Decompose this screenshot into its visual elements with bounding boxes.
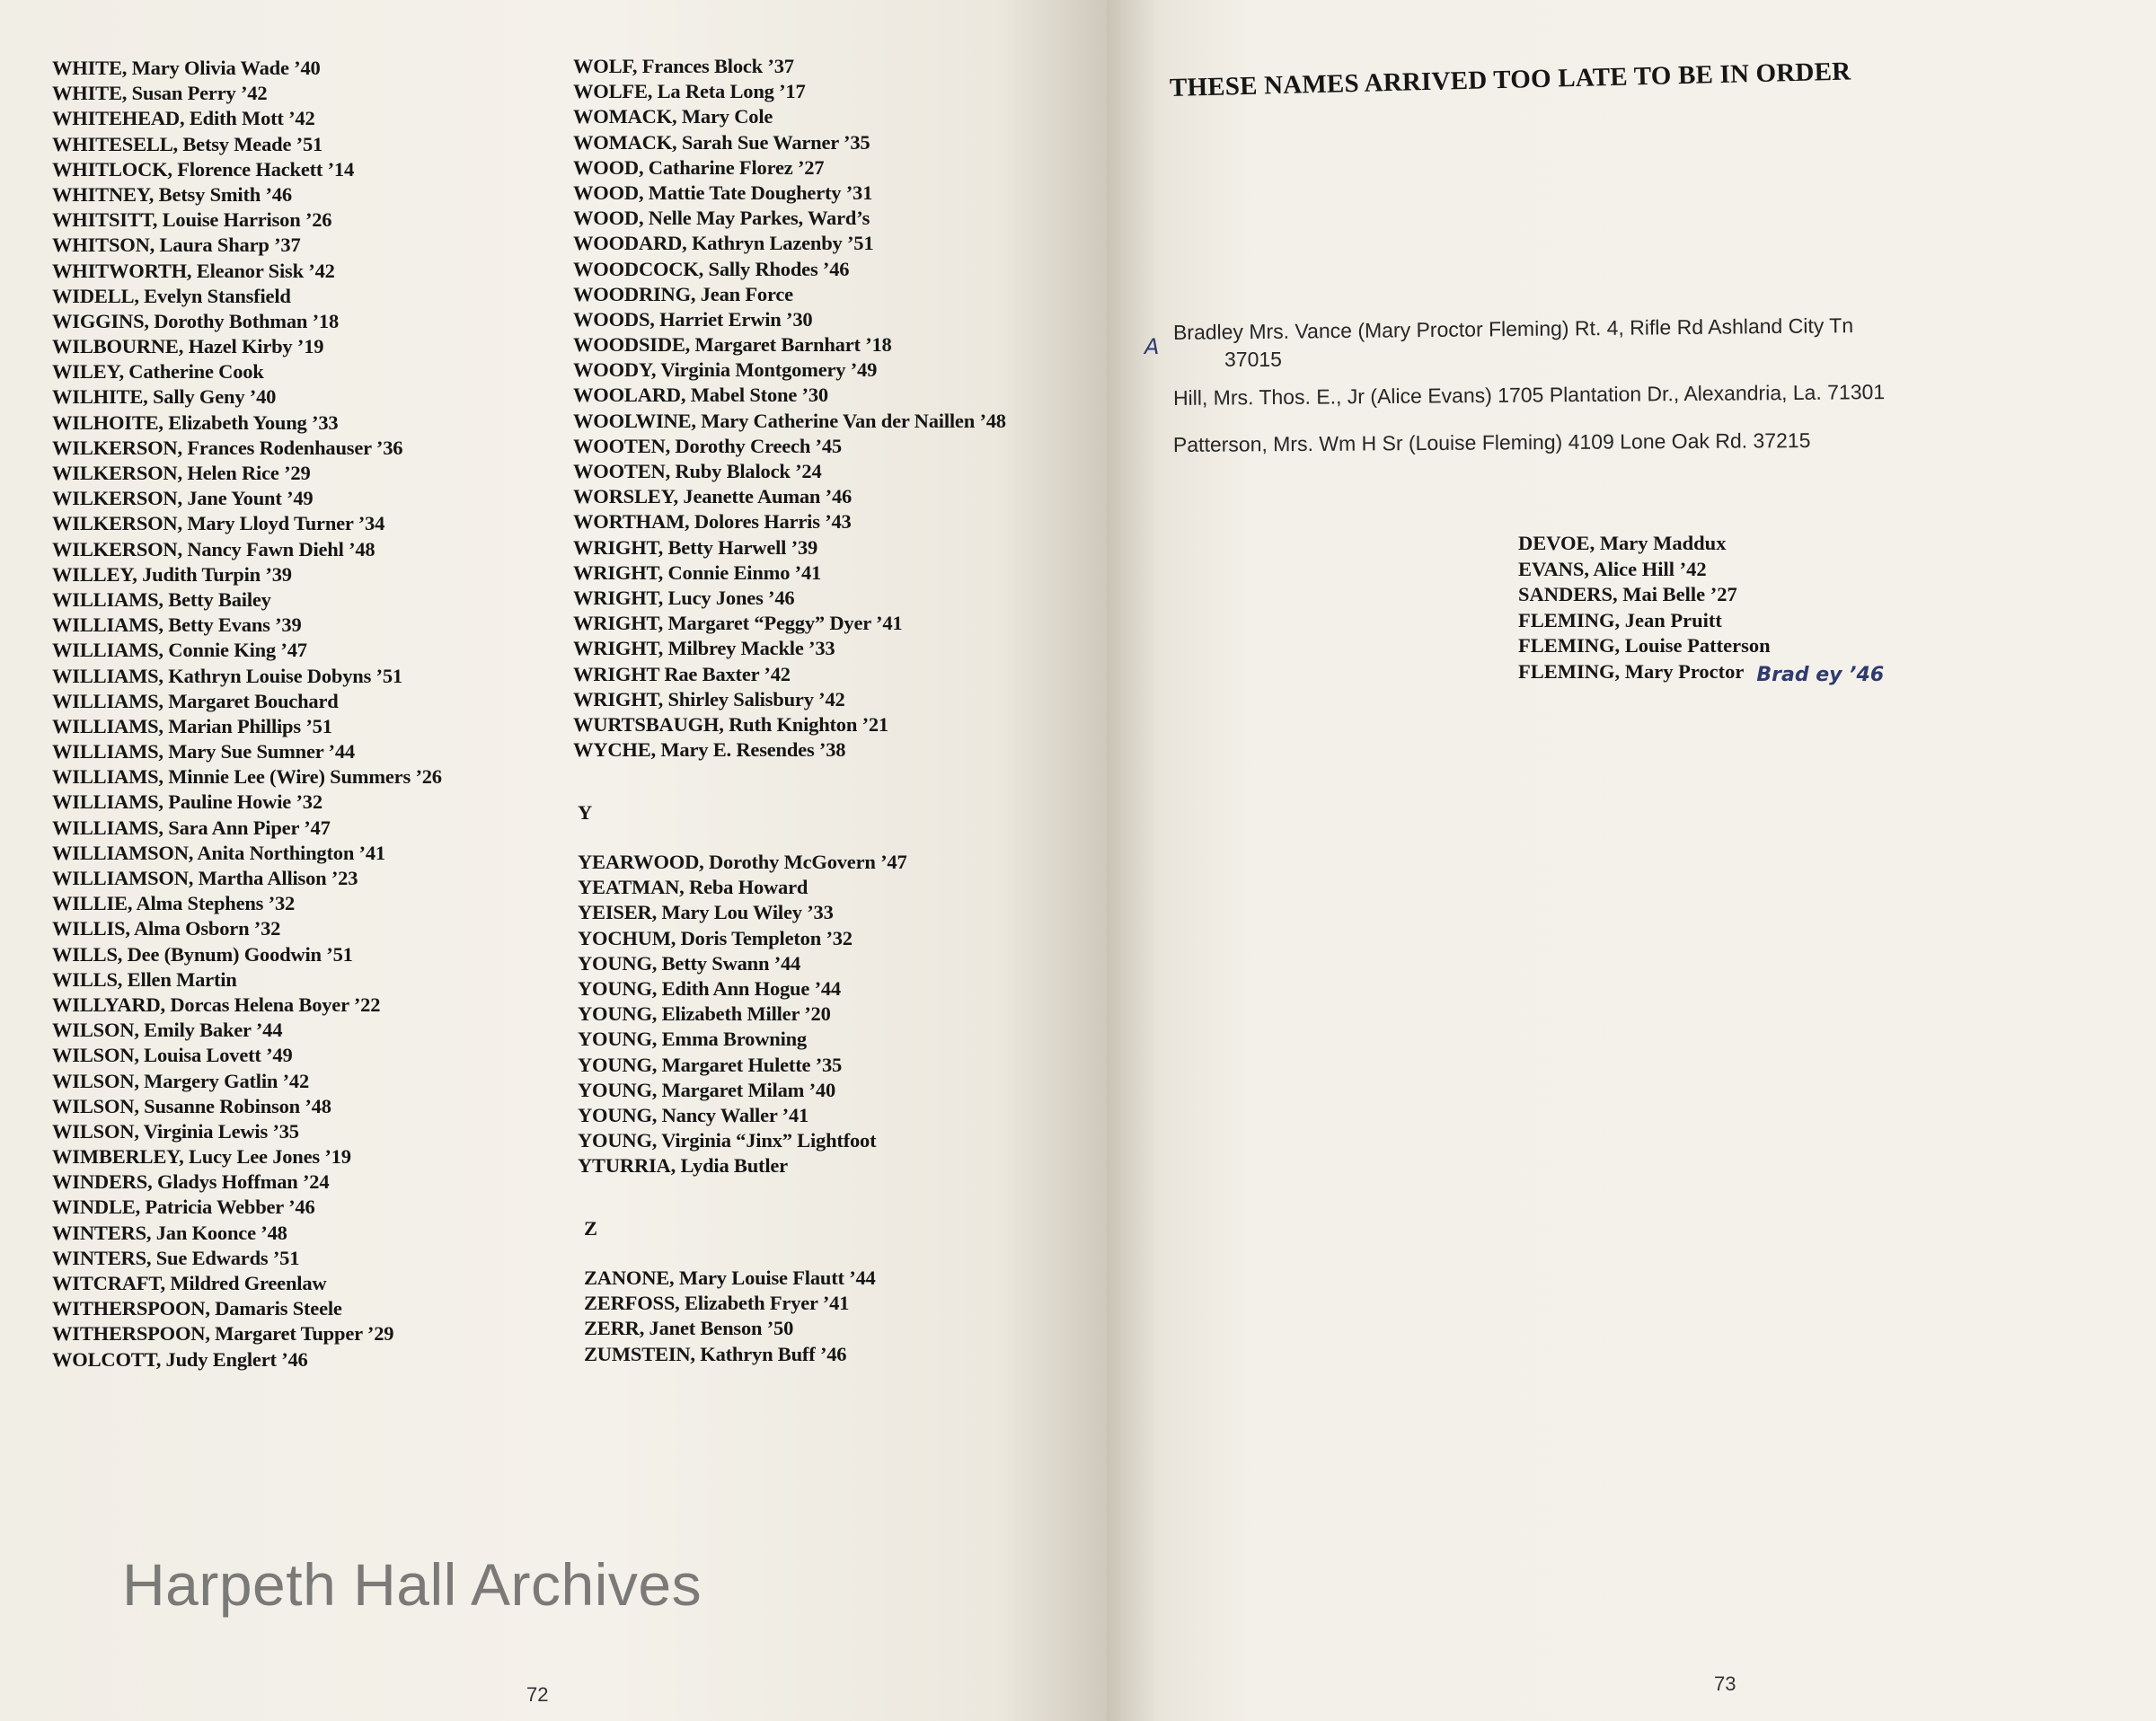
handwritten-annotation: Brad ey ’46: [1756, 663, 1885, 686]
name-entry: WILLIS, Alma Osborn ’32: [52, 917, 281, 940]
name-entry: WITHERSPOON, Damaris Steele: [52, 1297, 342, 1320]
page-number-right: 73: [1714, 1672, 1736, 1695]
name-entry: WILHOITE, Elizabeth Young ’33: [52, 410, 339, 434]
late-name-entry: [1518, 633, 1884, 659]
name-entry: WILKERSON, Nancy Fawn Diehl ’48: [52, 537, 376, 560]
late-name-entry: [1518, 557, 1884, 583]
name-entry: WORSLEY, Jeanette Auman ’46: [573, 485, 853, 508]
name-entry: WHITE, Susan Perry ’42: [52, 82, 268, 105]
name-entry: WOOTEN, Dorothy Creech ’45: [573, 434, 842, 457]
section-heading-z: Z: [584, 1217, 598, 1240]
name-entry: WILLIAMS, Betty Bailey: [52, 587, 271, 611]
late-name-text: SANDERS, Mai Belle ’27: [1518, 583, 1737, 606]
name-entry: WOOD, Mattie Tate Dougherty ’31: [573, 181, 873, 204]
name-entry: YTURRIA, Lydia Butler: [578, 1154, 788, 1178]
name-entry: WOODRING, Jean Force: [573, 282, 793, 305]
name-entry: WINTERS, Jan Koonce ’48: [52, 1221, 287, 1244]
name-entry: WILKERSON, Frances Rodenhauser ’36: [52, 436, 403, 459]
name-entry: WOODY, Virginia Montgomery ’49: [573, 358, 878, 382]
section-heading-y: Y: [578, 801, 593, 824]
name-entry: WILSON, Virginia Lewis ’35: [52, 1119, 299, 1143]
late-names-title: THESE NAMES ARRIVED TOO LATE TO BE IN ORDER: [1169, 57, 1851, 102]
name-entry: WURTSBAUGH, Ruth Knighton ’21: [573, 712, 888, 736]
name-entry: WIMBERLEY, Lucy Lee Jones ’19: [52, 1145, 351, 1169]
name-entry: WILKERSON, Mary Lloyd Turner ’34: [52, 512, 385, 535]
name-entry: WRIGHT, Margaret “Peggy” Dyer ’41: [573, 612, 903, 635]
name-entry: WILSON, Emily Baker ’44: [52, 1019, 283, 1042]
name-entry: WILKERSON, Helen Rice ’29: [52, 462, 311, 484]
name-entry: WOLCOTT, Judy Englert ’46: [52, 1347, 308, 1371]
late-name-text: EVANS, Alice Hill ’42: [1518, 557, 1707, 580]
name-entry: WOLF, Frances Block ’37: [573, 55, 794, 77]
late-name-entry: [1518, 582, 1884, 608]
late-name-entry: [1518, 531, 1884, 557]
name-entry: WINDERS, Gladys Hoffman ’24: [52, 1170, 330, 1194]
name-entry: WIDELL, Evelyn Stansfield: [52, 284, 291, 307]
name-entry: WILSON, Margery Gatlin ’42: [52, 1069, 310, 1092]
name-entry: YOUNG, Betty Swann ’44: [578, 951, 801, 975]
name-entry: WILBOURNE, Hazel Kirby ’19: [52, 335, 324, 358]
name-entry: YOUNG, Emma Browning: [578, 1028, 807, 1051]
name-entry: WOODSIDE, Margaret Barnhart ’18: [573, 333, 892, 357]
name-entry: ZUMSTEIN, Kathryn Buff ’46: [584, 1342, 847, 1365]
name-entry: WRIGHT Rae Baxter ’42: [573, 662, 791, 685]
name-entry: WOOLARD, Mabel Stone ’30: [573, 384, 828, 407]
name-entry: WILLYARD, Dorcas Helena Boyer ’22: [52, 993, 381, 1016]
name-entry: WHITESELL, Betsy Meade ’51: [52, 132, 323, 155]
name-entry: WOODS, Harriet Erwin ’30: [573, 307, 813, 331]
name-entry: WOMACK, Sarah Sue Warner ’35: [573, 130, 870, 154]
name-entry: WRIGHT, Betty Harwell ’39: [573, 535, 818, 559]
name-entry: WRIGHT, Shirley Salisbury ’42: [573, 687, 845, 710]
name-entry: WILLEY, Judith Turpin ’39: [52, 562, 292, 586]
name-entry: YOUNG, Margaret Hulette ’35: [578, 1053, 843, 1076]
late-names-list: [1518, 531, 1884, 685]
name-entry: WOOD, Nelle May Parkes, Ward’s: [573, 207, 870, 230]
name-entry: WILLIAMS, Kathryn Louise Dobyns ’51: [52, 664, 402, 687]
name-entry: WOODCOCK, Sally Rhodes ’46: [573, 257, 850, 280]
name-entry: YEARWOOD, Dorothy McGovern ’47: [578, 851, 907, 873]
address-bradley-zip: 37015: [1224, 348, 1282, 371]
address-bradley: Bradley Mrs. Vance (Mary Proctor Fleming) Rt. 4, Rifle Rd Ashland City Tn: [1172, 313, 1854, 344]
name-entry: WHITWORTH, Eleanor Sisk ’42: [52, 259, 335, 282]
name-entry: WOLFE, La Reta Long ’17: [573, 80, 806, 103]
name-entry: YOCHUM, Doris Templeton ’32: [578, 926, 853, 949]
name-entry: WILLIAMS, Pauline Howie ’32: [52, 790, 323, 814]
name-entry: YEISER, Mary Lou Wiley ’33: [578, 901, 834, 924]
name-entry: WRIGHT, Lucy Jones ’46: [573, 586, 795, 609]
name-entry: ZERFOSS, Elizabeth Fryer ’41: [584, 1292, 850, 1315]
name-entry: WILLIAMS, Margaret Bouchard: [52, 689, 339, 712]
late-name-text: FLEMING, Jean Pruitt: [1518, 608, 1722, 631]
name-entry: WYCHE, Mary E. Resendes ’38: [573, 738, 846, 762]
name-entry: ZANONE, Mary Louise Flautt ’44: [584, 1266, 876, 1289]
name-entry: WINTERS, Sue Edwards ’51: [52, 1246, 300, 1269]
name-entry: WILLIAMSON, Martha Allison ’23: [52, 867, 358, 889]
name-entry: WHITEHEAD, Edith Mott ’42: [52, 107, 315, 130]
name-entry: WILLIAMS, Marian Phillips ’51: [52, 714, 332, 737]
name-entry: WITCRAFT, Mildred Greenlaw: [52, 1272, 327, 1294]
address-hill: Hill, Mrs. Thos. E., Jr (Alice Evans) 1705 Plantation Dr., Alexandria, La. 71301: [1172, 380, 1886, 410]
name-entry: WOOD, Catharine Florez ’27: [573, 155, 825, 179]
name-entry: WHITSITT, Louise Harrison ’26: [52, 208, 332, 232]
name-column-z: [584, 1266, 876, 1367]
name-entry: WILLIAMS, Mary Sue Sumner ’44: [52, 740, 355, 763]
name-entry: WHITE, Mary Olivia Wade ’40: [52, 57, 321, 79]
late-name-entry: [1518, 659, 1884, 685]
name-entry: WILLIAMSON, Anita Northington ’41: [52, 841, 385, 864]
name-entry: WHITSON, Laura Sharp ’37: [52, 234, 301, 257]
name-column-w-right: [573, 54, 1006, 763]
name-entry: YEATMAN, Reba Howard: [578, 876, 808, 899]
handwritten-mark-a: A: [1144, 334, 1160, 359]
name-entry: YOUNG, Edith Ann Hogue ’44: [578, 976, 841, 1000]
name-entry: WILLS, Dee (Bynum) Goodwin ’51: [52, 942, 353, 966]
name-entry: WILLIE, Alma Stephens ’32: [52, 892, 296, 915]
right-page: [1107, 0, 2156, 1721]
name-entry: WRIGHT, Milbrey Mackle ’33: [573, 637, 835, 660]
name-entry: WILLIAMS, Minnie Lee (Wire) Summers ’26: [52, 765, 442, 789]
name-entry: WILLIAMS, Betty Evans ’39: [52, 613, 302, 637]
name-entry: YOUNG, Virginia “Jinx” Lightfoot: [578, 1129, 877, 1152]
name-entry: YOUNG, Elizabeth Miller ’20: [578, 1002, 831, 1026]
name-entry: YOUNG, Margaret Milam ’40: [578, 1078, 836, 1101]
name-entry: WILSON, Susanne Robinson ’48: [52, 1094, 331, 1117]
name-entry: WORTHAM, Dolores Harris ’43: [573, 510, 852, 534]
name-entry: WOODARD, Kathryn Lazenby ’51: [573, 232, 874, 255]
address-patterson: Patterson, Mrs. Wm H Sr (Louise Fleming) 4109 Lone Oak Rd. 37215: [1172, 428, 1811, 456]
name-column-y: [578, 850, 907, 1178]
late-name-text: FLEMING, Mary Proctor: [1518, 659, 1745, 683]
name-entry: WOOTEN, Ruby Blalock ’24: [573, 460, 822, 482]
late-name-text: FLEMING, Louise Patterson: [1518, 634, 1771, 658]
name-entry: ZERR, Janet Benson ’50: [584, 1317, 794, 1340]
name-entry: WOMACK, Mary Cole: [573, 105, 773, 128]
name-entry: WRIGHT, Connie Einmo ’41: [573, 560, 822, 584]
name-entry: YOUNG, Nancy Waller ’41: [578, 1103, 809, 1126]
late-name-entry: [1518, 608, 1884, 634]
name-entry: WILLIAMS, Connie King ’47: [52, 639, 307, 662]
name-column-w-left: [52, 56, 442, 1372]
name-entry: WHITNEY, Betsy Smith ’46: [52, 182, 292, 206]
name-entry: WILLS, Ellen Martin: [52, 967, 237, 991]
name-entry: WILSON, Louisa Lovett ’49: [52, 1044, 293, 1067]
name-entry: WILKERSON, Jane Yount ’49: [52, 487, 314, 510]
late-name-text: DEVOE, Mary Maddux: [1518, 532, 1727, 554]
name-entry: WHITLOCK, Florence Hackett ’14: [52, 157, 355, 181]
name-entry: WILLIAMS, Sara Ann Piper ’47: [52, 816, 331, 839]
page-number-left: 72: [526, 1683, 549, 1706]
name-entry: WITHERSPOON, Margaret Tupper ’29: [52, 1322, 394, 1346]
name-entry: WINDLE, Patricia Webber ’46: [52, 1196, 315, 1219]
name-entry: WILEY, Catherine Cook: [52, 360, 264, 384]
name-entry: WIGGINS, Dorothy Bothman ’18: [52, 309, 340, 332]
name-entry: WILHITE, Sally Geny ’40: [52, 385, 277, 409]
name-entry: WOOLWINE, Mary Catherine Van der Naillen ’48: [573, 409, 1006, 432]
archive-watermark: Harpeth Hall Archives: [122, 1551, 702, 1618]
